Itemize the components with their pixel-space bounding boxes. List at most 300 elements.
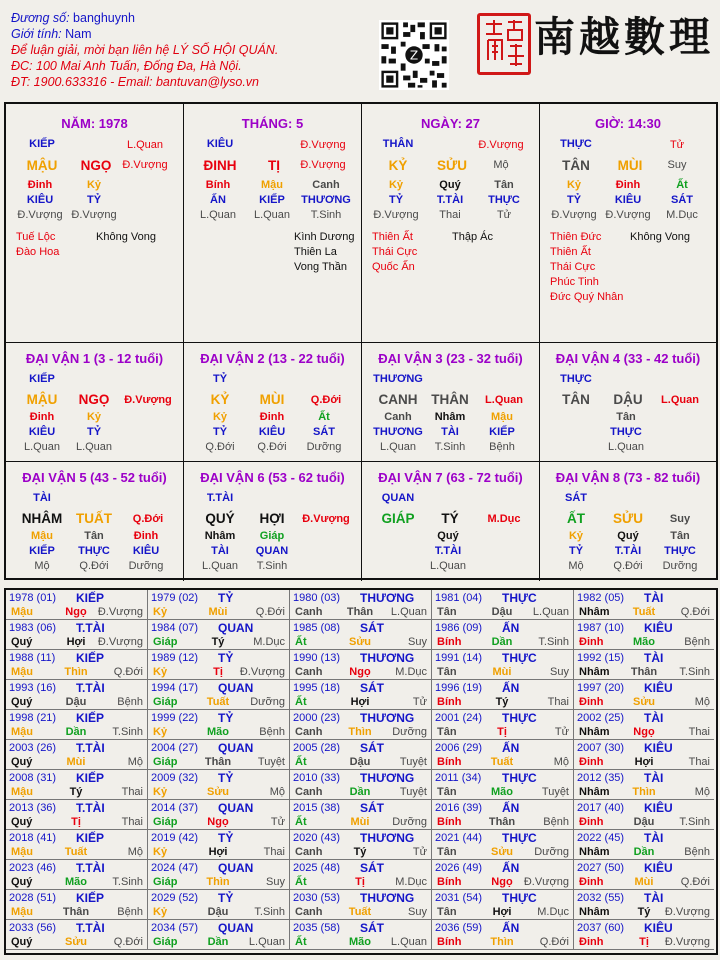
dai-van-ten-god: TỶ [212,373,228,385]
year-status: M.Dục [537,906,569,918]
year-ten-god: T.TÀI [76,861,105,875]
year-status: Dưỡng [534,846,569,858]
dai-van-title: ĐẠI VẬN 8 (73 - 82 tuổi) [555,470,701,485]
year-ten-god: ẤN [502,801,520,815]
year-cell [574,650,714,680]
year-label: 1997 (20) [577,682,625,694]
dv-hidden-ten-god: KIÊU [28,426,56,438]
year-cell [574,830,714,860]
year-ten-god: THỰC [502,711,537,725]
year-ten-god: T.TÀI [76,741,105,755]
year-branch: Dần [633,846,655,858]
year-ten-god: KIẾP [76,771,105,785]
dai-van-ten-god: KIẾP [29,373,55,385]
owner-name: banghuynh [73,11,135,25]
pillar-earthly-branch: MÙI [617,158,643,173]
star-item: Thái Cực [372,246,418,258]
year-cell [6,650,148,680]
year-label: 1985 (08) [293,622,341,634]
year-stem: Canh [295,666,323,678]
year-branch: Hợi [350,696,370,708]
pillar-title: NGÀY: 27 [421,116,480,131]
year-cell [290,590,432,620]
year-stem: Tân [437,846,457,858]
year-cell [290,830,432,860]
year-stem: Đinh [579,696,604,708]
year-cell [6,710,148,740]
dv-hidden-stem: Canh [384,411,412,423]
dv-hidden-stem: Ất [318,411,330,423]
year-stem: Quý [11,816,33,828]
year-cell [574,800,714,830]
year-cell [148,890,290,920]
dai-van-status: L.Quan [661,394,699,406]
year-stem: Ất [295,636,307,648]
year-label: 2007 (30) [577,742,625,754]
year-status: Bệnh [117,906,143,918]
year-status: Đ.Vượng [664,906,710,918]
year-ten-god: SÁT [360,921,384,935]
pillar-title: NĂM: 1978 [61,116,128,131]
pillar-heavenly-stem: MẬU [26,158,58,173]
year-stem: Quý [11,696,33,708]
dv-hidden-stem: Kỷ [212,411,228,423]
pillar-earthly-branch: TỊ [268,158,280,173]
year-status: L.Quan [248,936,285,948]
year-branch: Dậu [65,696,87,708]
dai-van-stem: MẬU [26,392,58,407]
year-label: 2003 (26) [9,742,57,754]
year-label: 2004 (27) [151,742,199,754]
year-status: Q.Đới [113,936,143,948]
year-ten-god: TÀI [644,711,664,725]
year-stem: Nhâm [579,726,610,738]
year-cell [574,710,714,740]
dai-van-status: Đ.Vượng [302,513,350,525]
year-label: 1995 (18) [293,682,341,694]
dv-hidden-ten-god: SÁT [313,426,335,438]
dai-van-branch: TUẤT [76,511,112,526]
year-cell [148,830,290,860]
year-branch: Tuất [206,696,230,708]
hidden-stem: Canh [312,179,340,191]
year-cell [432,710,574,740]
year-status: T.Sinh [679,666,710,678]
pillar-heavenly-stem: KỶ [388,158,408,173]
year-label: 2020 (43) [293,832,341,844]
year-branch: Mùi [492,666,512,678]
year-stem: Giáp [153,696,178,708]
year-stem: Tân [437,786,457,798]
year-branch: Dần [65,726,87,738]
year-label: 2011 (34) [435,772,482,784]
year-cell [6,860,148,890]
year-ten-god: THỰC [502,651,537,665]
year-stem: Giáp [153,936,178,948]
year-status: T.Sinh [254,906,285,918]
year-ten-god: TÀI [644,891,664,905]
year-status: Mộ [269,786,285,798]
year-status: Thai [547,696,569,708]
dv-hidden-stem: Nhâm [434,411,466,423]
dai-van-ten-god: SÁT [565,492,587,504]
year-cell [290,890,432,920]
year-cell [148,680,290,710]
year-label: 1999 (22) [151,712,199,724]
dv-hidden-ten-god: THỰC [78,545,110,557]
year-branch: Sửu [206,786,230,798]
dv-hidden-stem: Đinh [133,530,159,542]
year-label: 1991 (14) [435,652,483,664]
hidden-ten-god: KIÊU [614,194,642,206]
year-status: Mộ [127,756,143,768]
year-label: 2024 (47) [151,862,199,874]
year-stem: Đinh [579,756,604,768]
year-branch: Mùi [66,756,86,768]
year-cell [290,680,432,710]
pillar-title: GIỜ: 14:30 [594,116,661,131]
year-branch: Thìn [632,786,656,798]
year-ten-god: KIẾP [76,651,105,665]
year-cell [574,680,714,710]
year-branch: Thân [204,756,232,768]
year-branch: Hợi [208,846,228,858]
year-ten-god: KIÊU [644,861,673,875]
dai-van-status: Đ.Vượng [124,394,172,406]
star-item: Không Vong [630,231,690,243]
star-item: Phúc Tinh [550,276,599,288]
year-label: 1990 (13) [293,652,341,664]
star-item: Kình Dương [294,231,355,243]
year-status: Bệnh [543,816,569,828]
dv-hidden-ten-god: THỰC [664,545,696,557]
year-label: 1983 (06) [9,622,57,634]
year-label: 2030 (53) [293,892,341,904]
year-cell [6,890,148,920]
year-cell [432,770,574,800]
year-label: 2006 (29) [435,742,483,754]
year-branch: Dậu [207,906,229,918]
hidden-status: T.Sinh [310,209,342,221]
hidden-ten-god: SÁT [671,194,693,206]
year-stem: Mậu [11,726,33,738]
year-label: 1979 (02) [151,592,199,604]
year-cell [148,620,290,650]
year-status: Q.Đới [680,876,710,888]
year-ten-god: KIÊU [644,681,673,695]
year-stem: Nhâm [579,786,610,798]
year-status: Tuyệt [541,786,569,798]
dv-hidden-status: Bệnh [489,441,515,453]
star-item: Thập Ác [452,231,493,243]
year-status: Đ.Vượng [97,606,143,618]
year-status: Mộ [127,846,143,858]
dv-hidden-ten-god: KIÊU [132,545,160,557]
year-branch: Hợi [492,906,512,918]
year-stem: Canh [295,726,323,738]
year-stem: Ất [295,936,307,948]
year-stem: Bính [437,636,462,648]
year-cell [148,860,290,890]
star-item: Tuế Lộc [16,231,56,243]
year-stem: Nhâm [579,906,610,918]
pillar-branch-status: Đ.Vượng [122,159,168,171]
logo-nam-viet-so-ly: 南越數理 [534,13,714,61]
year-status: Q.Đới [539,936,569,948]
hidden-status: L.Quan [253,209,291,221]
dv-hidden-stem: Tân [84,530,104,542]
dai-van-stem: QUÝ [205,511,235,526]
pillar-stem-status: Đ.Vượng [300,139,346,151]
year-branch: Dậu [349,756,371,768]
year-status: Đ.Vượng [97,636,143,648]
year-cell [432,740,574,770]
year-branch: Hợi [634,756,654,768]
dai-van-title: ĐẠI VẬN 5 (43 - 52 tuổi) [22,470,167,485]
dai-van-stem: CANH [378,392,418,407]
year-cell [148,590,290,620]
year-status: Mộ [694,786,710,798]
year-branch: Sửu [64,936,88,948]
year-label: 1996 (19) [435,682,483,694]
year-ten-god: TỶ [218,711,234,725]
year-branch: Dần [491,636,513,648]
pillar-3 [362,104,540,343]
year-branch: Mùi [208,606,228,618]
year-ten-god: SÁT [360,621,384,635]
red-seal-stamp [477,13,531,75]
hidden-ten-god: TỶ [86,194,102,206]
star-item: Vong Thần [294,261,348,273]
year-branch: Thìn [64,666,88,678]
dv-hidden-stem: Tân [616,411,636,423]
dv-hidden-status: L.Quan [23,441,61,453]
qr-code-icon[interactable] [379,20,449,90]
pillar-branch-status: Mộ [493,159,509,171]
pillar-4 [540,104,716,343]
dv-hidden-ten-god: THƯƠNG [373,426,423,438]
year-ten-god: KIÊU [644,921,673,935]
year-stem: Đinh [579,636,604,648]
year-ten-god: T.TÀI [76,801,105,815]
pillar-1 [6,104,184,343]
year-ten-god: KIẾP [76,711,105,725]
year-branch: Tuất [64,846,88,858]
year-stem: Mậu [11,786,33,798]
year-ten-god: ẤN [502,621,520,635]
dai-van-branch: HỢI [259,511,285,526]
year-cell [432,890,574,920]
dv-hidden-stem: Tân [670,530,690,542]
year-ten-god: SÁT [360,741,384,755]
hidden-status: Đ.Vượng [373,209,419,221]
chart-header [11,10,371,90]
year-stem: Giáp [153,756,178,768]
year-label: 2026 (49) [435,862,483,874]
dv-hidden-status: T.Sinh [256,560,288,572]
year-label: 2028 (51) [9,892,57,904]
hidden-status: Thai [439,209,461,221]
year-ten-god: THƯƠNG [360,891,415,905]
dai-van-stem: KỶ [210,392,230,407]
dv-hidden-stem: Quý [617,530,639,542]
year-branch: Tuất [490,756,514,768]
year-ten-god: QUAN [218,681,254,695]
dai-van-7 [362,462,540,581]
year-ten-god: QUAN [218,921,254,935]
dv-hidden-status: Q.Đới [79,560,109,572]
hidden-ten-god: KIÊU [26,194,54,206]
year-ten-god: THỰC [502,771,537,785]
year-stem: Ất [295,876,307,888]
year-branch: Tuất [348,906,372,918]
dv-hidden-status: Dưỡng [128,560,164,572]
dv-hidden-ten-god: T.TÀI [614,545,642,557]
year-branch: Thìn [206,876,230,888]
year-ten-god: KIÊU [644,801,673,815]
year-stem: Kỷ [153,906,168,918]
star-item: Thiên La [294,246,337,258]
stars-right [96,230,156,245]
year-branch: Tuất [632,606,656,618]
dai-van-branch: SỬU [613,511,643,526]
dai-van-title: ĐẠI VẬN 6 (53 - 62 tuổi) [200,470,345,485]
dv-hidden-ten-god: KIẾP [29,545,55,557]
year-label: 1998 (21) [9,712,57,724]
year-cell [6,680,148,710]
dai-van-stem: NHÂM [21,511,63,526]
dai-van-title: ĐẠI VẬN 7 (63 - 72 tuổi) [378,470,523,485]
year-status: Đ.Vượng [664,936,710,948]
dv-hidden-status: Mộ [34,560,50,572]
year-label: 2029 (52) [151,892,199,904]
year-status: Suy [550,666,569,678]
dv-hidden-stem: Mậu [491,411,513,423]
year-ten-god: TỶ [218,891,234,905]
year-status: Suy [266,876,285,888]
pillar-branch-status: Suy [667,159,687,171]
year-status: Q.Đới [113,666,143,678]
year-cell [574,860,714,890]
year-cell [574,890,714,920]
year-branch: Hợi [66,636,86,648]
annual-luck-grid [4,588,718,955]
year-branch: Thân [488,816,516,828]
year-branch: Tị [355,876,365,888]
year-branch: Ngọ [491,876,513,888]
year-branch: Sửu [490,846,514,858]
year-cell [432,920,574,950]
year-stem: Ất [295,696,307,708]
year-stem: Kỷ [153,726,168,738]
year-status: T.Sinh [112,876,143,888]
pillar-stem-status: Đ.Vượng [478,139,524,151]
year-ten-god: TỶ [218,831,234,845]
year-stem: Giáp [153,876,178,888]
dv-hidden-status: L.Quan [379,441,417,453]
year-label: 1981 (04) [435,592,483,604]
year-status: Đ.Vượng [239,666,285,678]
dv-hidden-status: Dưỡng [306,441,342,453]
year-cell [574,620,714,650]
year-label: 2014 (37) [151,802,199,814]
year-ten-god: T.TÀI [76,621,105,635]
year-ten-god: KIẾP [76,891,105,905]
year-label: 2018 (41) [9,832,57,844]
year-status: T.Sinh [538,636,569,648]
year-stem: Canh [295,846,323,858]
year-ten-god: T.TÀI [76,681,105,695]
star-item: Thiên Ất [372,231,413,243]
dai-van-title: ĐẠI VẬN 1 (3 - 12 tuổi) [25,351,164,366]
year-status: Bệnh [117,696,143,708]
star-item: Thiên Ất [550,246,591,258]
year-branch: Dậu [633,816,655,828]
year-cell [290,620,432,650]
year-status: L.Quan [390,936,427,948]
year-cell [6,620,148,650]
year-label: 1984 (07) [151,622,199,634]
dv-hidden-ten-god: TỶ [212,426,228,438]
year-label: 2009 (32) [151,772,199,784]
star-item: Đào Hoa [16,246,60,258]
dv-hidden-status: Dưỡng [662,560,698,572]
year-label: 2022 (45) [577,832,625,844]
year-stem: Ất [295,756,307,768]
year-cell [432,650,574,680]
year-branch: Tý [211,636,225,648]
year-status: Tuyệt [399,756,427,768]
hidden-stem: Đinh [27,179,53,191]
year-stem: Đinh [579,876,604,888]
year-ten-god: SÁT [360,861,384,875]
year-ten-god: TỶ [218,591,234,605]
year-stem: Giáp [153,816,178,828]
year-stem: Kỷ [153,666,168,678]
year-branch: Tý [637,906,651,918]
year-label: 2037 (60) [577,922,625,934]
year-branch: Dần [207,936,229,948]
dai-van-status: Suy [669,513,691,525]
dai-van-1 [6,343,184,462]
hidden-ten-god: TỶ [388,194,404,206]
dai-van-status: Q.Đới [132,513,164,525]
year-status: Thai [121,786,143,798]
year-status: Tử [270,816,285,828]
year-label: 2032 (55) [577,892,625,904]
year-label: 2019 (42) [151,832,199,844]
year-label: 1980 (03) [293,592,341,604]
contact-line-2: ĐC: 100 Mai Anh Tuấn, Đống Đa, Hà Nội. [11,59,242,73]
year-cell [148,800,290,830]
dv-hidden-ten-god: KIÊU [258,426,286,438]
star-item: Quốc Ấn [372,261,415,273]
dai-van-5 [6,462,184,581]
stars-left [372,230,417,275]
pillar-2 [184,104,362,343]
pillar-ten-god: THÂN [382,138,414,150]
dv-hidden-ten-god: TÀI [211,545,229,557]
year-stem: Nhâm [579,666,610,678]
hidden-stem: Tân [494,179,514,191]
year-ten-god: ẤN [502,741,520,755]
year-label: 2021 (44) [435,832,483,844]
year-branch: Tị [639,936,649,948]
dv-hidden-ten-god: TỶ [86,426,102,438]
year-ten-god: THƯƠNG [360,591,415,605]
dv-hidden-stem: Mậu [31,530,53,542]
hidden-status: Đ.Vượng [605,209,651,221]
